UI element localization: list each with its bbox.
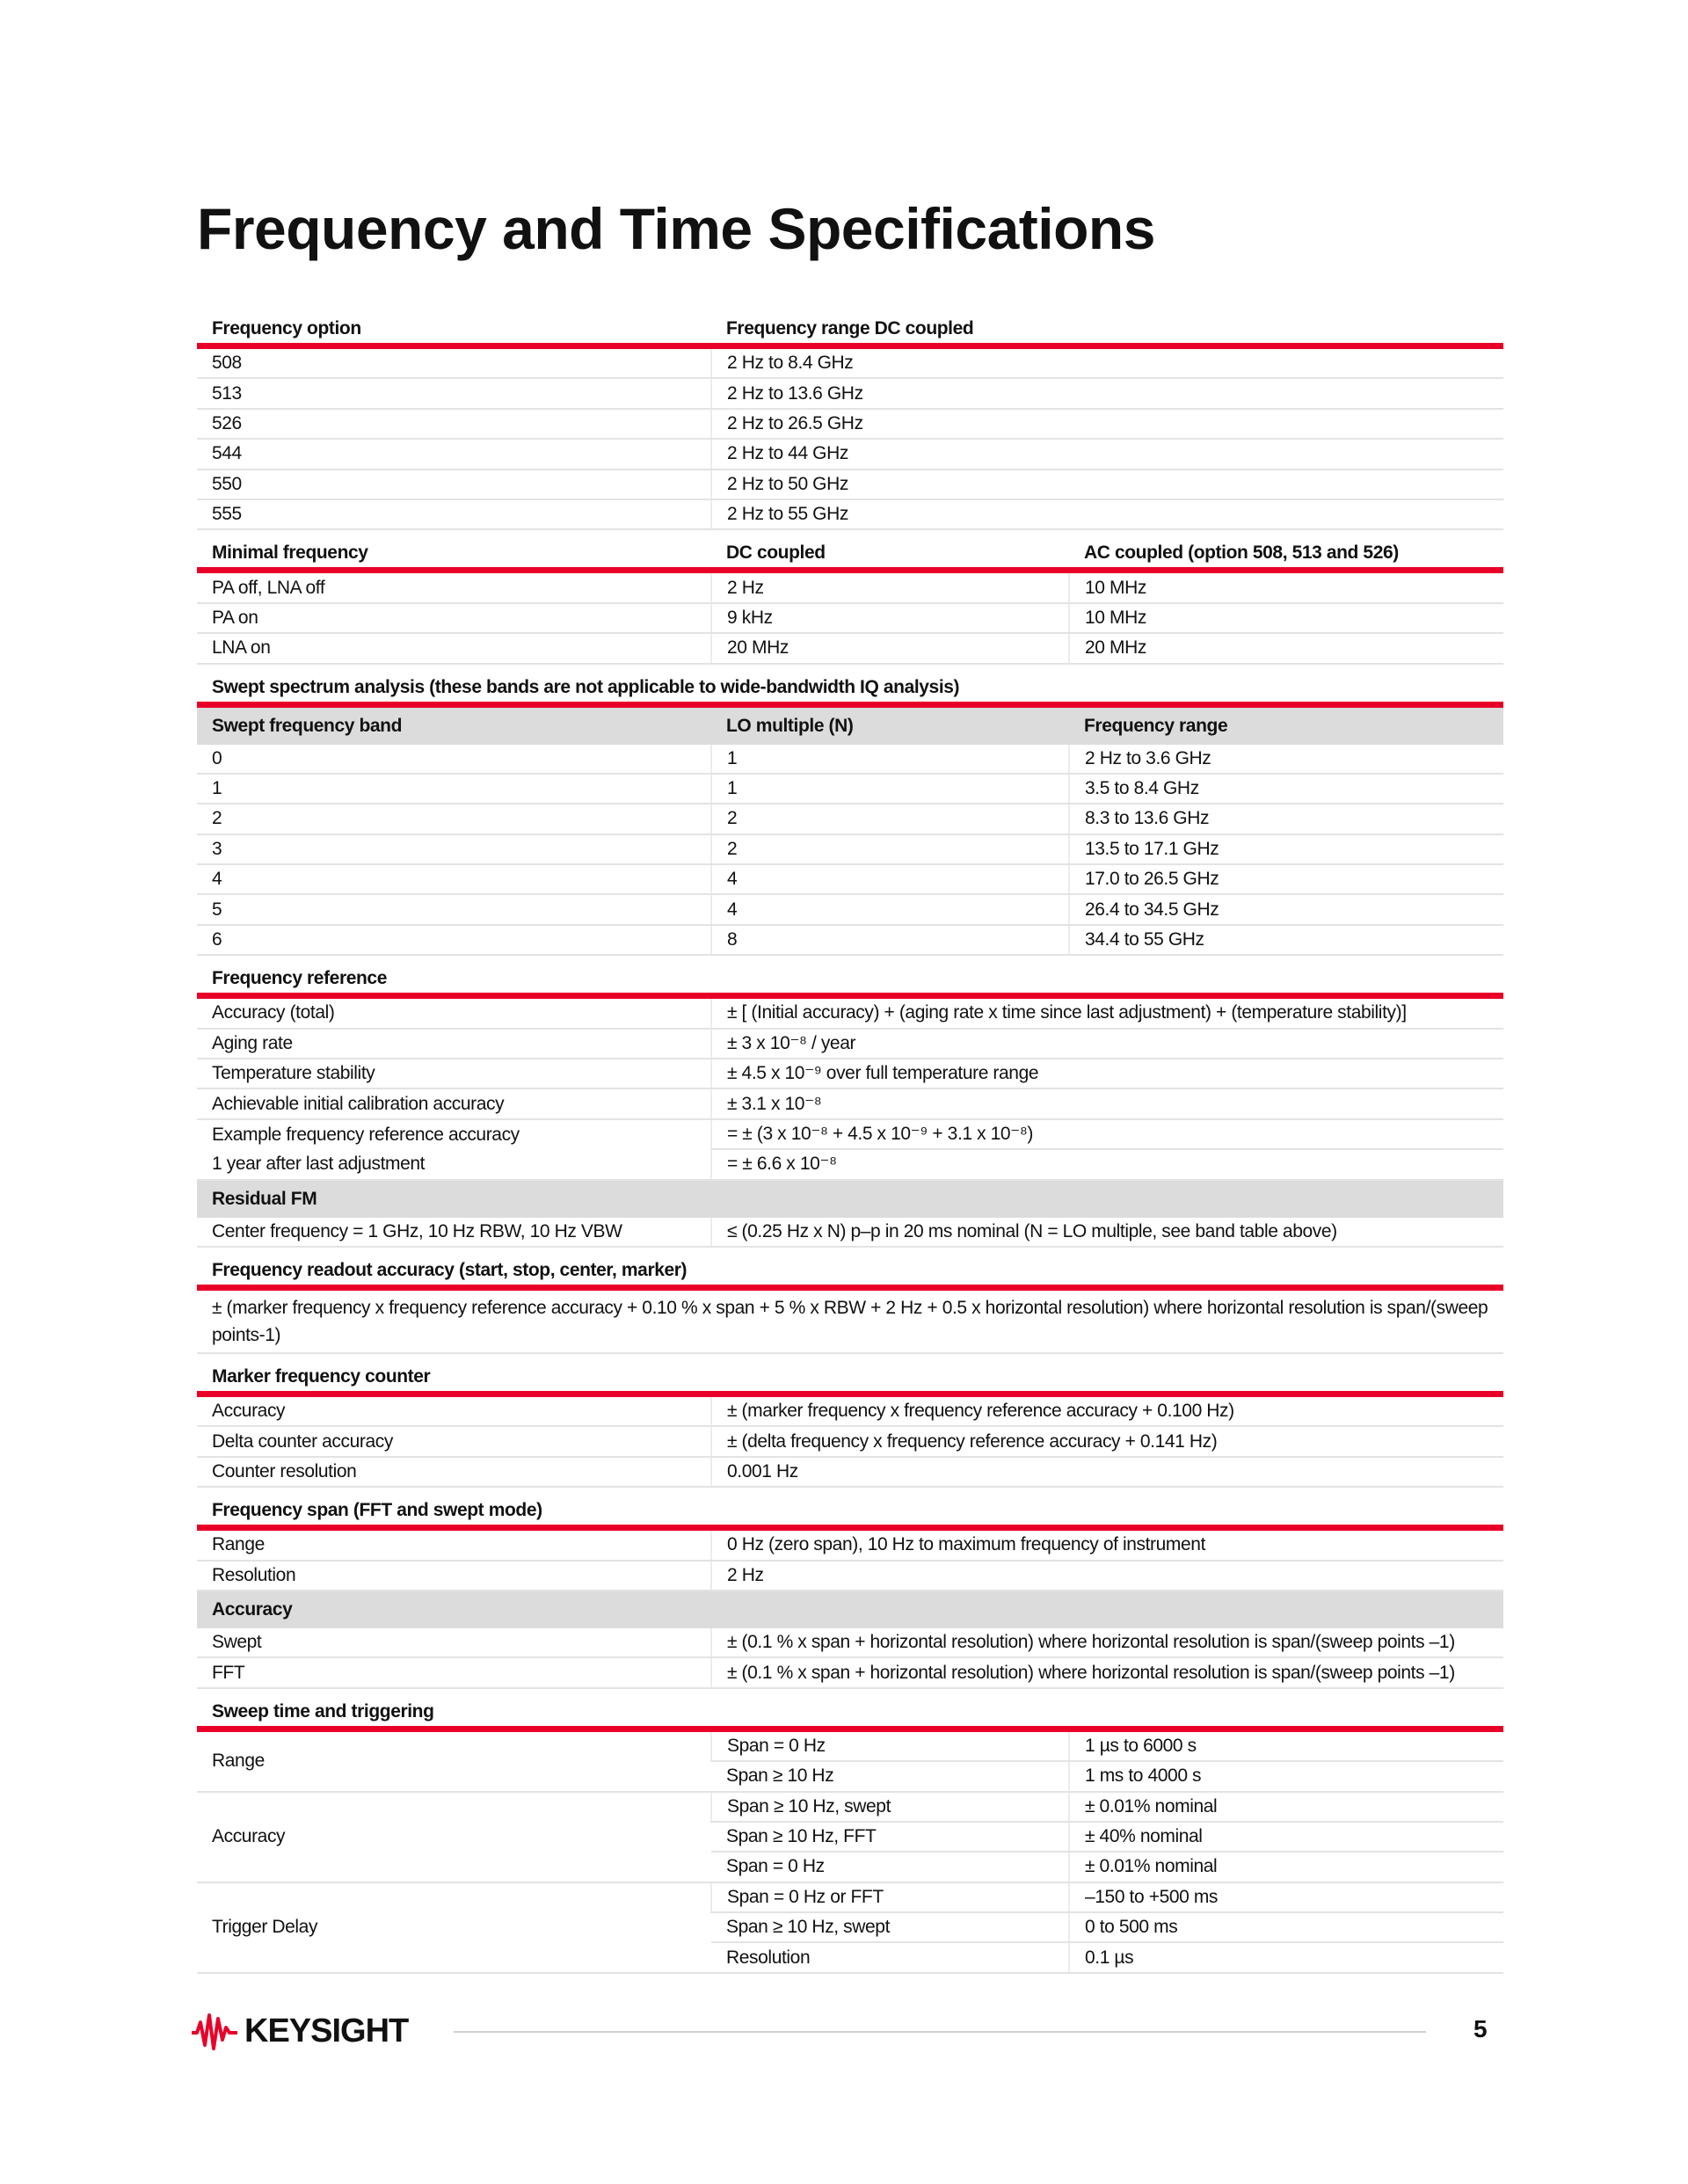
- table-cell: Center frequency = 1 GHz, 10 Hz RBW, 10 Hz VBW: [197, 1218, 711, 1247]
- table-cell: ± (delta frequency x frequency reference accuracy + 0.141 Hz): [711, 1426, 1503, 1456]
- table-cell: Span ≥ 10 Hz, swept: [711, 1912, 1069, 1942]
- spec-table: [197, 530, 1503, 664]
- table-row: [197, 603, 1503, 633]
- table-row: [197, 346, 1503, 379]
- table-row: [197, 1628, 1503, 1657]
- table-row: [197, 1426, 1503, 1456]
- table-cell: 13.5 to 17.1 GHz: [1069, 834, 1503, 864]
- table-cell: 1 ms to 4000 s: [1069, 1761, 1503, 1791]
- table-row: [197, 499, 1503, 529]
- table-row: [197, 378, 1503, 408]
- table-cell: 1: [711, 774, 1069, 804]
- section-header: [197, 1354, 1503, 1391]
- table-row: [197, 745, 1503, 774]
- table-cell: ± 40% nominal: [1069, 1822, 1503, 1852]
- table-cell: 2 Hz to 3.6 GHz: [1069, 745, 1503, 774]
- table-cell: 4: [711, 864, 1069, 894]
- table-cell: 5: [197, 894, 711, 924]
- column-header: Frequency range DC coupled: [726, 318, 974, 339]
- table-cell: Temperature stability: [197, 1059, 711, 1088]
- spec-table: [197, 1248, 1503, 1354]
- table-cell: 8.3 to 13.6 GHz: [1069, 804, 1503, 834]
- table-cell: 0.001 Hz: [711, 1457, 1503, 1487]
- section-subtitle: Accuracy: [197, 1591, 1503, 1628]
- row-label: Accuracy: [197, 1792, 711, 1882]
- keysight-wave-icon: [190, 2010, 239, 2052]
- spec-table: [197, 956, 1503, 1248]
- subheader-row: [197, 704, 1503, 745]
- table-cell: 0 to 500 ms: [1069, 1912, 1503, 1942]
- table-cell: Resolution: [711, 1942, 1069, 1972]
- table-cell: 508: [197, 346, 711, 379]
- table-cell: 550: [197, 470, 711, 499]
- table-cell: 2 Hz to 26.5 GHz: [711, 409, 1503, 439]
- table-row: [197, 804, 1503, 834]
- spec-table: [197, 306, 1503, 530]
- table-cell: 8: [711, 925, 1069, 955]
- column-header: Swept frequency band: [197, 704, 711, 745]
- table-cell: 9 kHz: [711, 603, 1069, 633]
- table-cell: ± (marker frequency x frequency reference accuracy + 0.10 % x span + 5 % x RBW + 2 Hz + 0.5 x horizontal resolution) where horizontal resolution is span/(sweep points-1): [197, 1287, 1503, 1353]
- section-title: Frequency reference: [212, 968, 387, 989]
- section-header: [197, 1248, 1503, 1285]
- table-cell: 4: [197, 864, 711, 894]
- table-row: [197, 470, 1503, 499]
- table-cell: ± 4.5 x 10⁻⁹ over full temperature range: [711, 1059, 1503, 1088]
- table-row: [197, 864, 1503, 894]
- table-cell: 26.4 to 34.5 GHz: [1069, 894, 1503, 924]
- table-cell: Span ≥ 10 Hz: [711, 1761, 1069, 1791]
- row-label: Range: [197, 1729, 711, 1791]
- section-header: [197, 665, 1503, 702]
- table-row: [197, 1149, 1503, 1179]
- spec-table: [197, 1354, 1503, 1488]
- table-cell: 10 MHz: [1069, 571, 1503, 603]
- table-cell: Span = 0 Hz or FFT: [711, 1882, 1069, 1912]
- table-cell: 2 Hz to 13.6 GHz: [711, 378, 1503, 408]
- table-row: [197, 834, 1503, 864]
- table-cell: ± (0.1 % x span + horizontal resolution) where horizontal resolution is span/(sweep points –1): [711, 1657, 1503, 1687]
- subheader-row: [197, 1180, 1503, 1218]
- table-cell: 34.4 to 55 GHz: [1069, 925, 1503, 955]
- section-title: Marker frequency counter: [212, 1365, 431, 1387]
- table-cell: 2 Hz to 8.4 GHz: [711, 346, 1503, 379]
- table-cell: ± (0.1 % x span + horizontal resolution) where horizontal resolution is span/(sweep points –1): [711, 1628, 1503, 1657]
- table-row: [197, 1792, 1503, 1822]
- column-header: AC coupled (option 508, 513 and 526): [1084, 542, 1399, 564]
- section-title: Swept spectrum analysis (these bands are not applicable to wide-bandwidth IQ analysis): [212, 676, 960, 697]
- table-row: [197, 1059, 1503, 1088]
- table-cell: 555: [197, 499, 711, 529]
- table-cell: ± 3.1 x 10⁻⁸: [711, 1088, 1503, 1118]
- table-cell: 2 Hz to 55 GHz: [711, 499, 1503, 529]
- table-row: [197, 1528, 1503, 1561]
- table-cell: Example frequency reference accuracy: [212, 1124, 520, 1145]
- spec-table: [197, 1689, 1503, 1974]
- table-row: [197, 925, 1503, 955]
- table-cell: 1 year after last adjustment: [197, 1149, 711, 1179]
- table-cell: Accuracy: [197, 1394, 711, 1426]
- table-cell: 526: [197, 409, 711, 439]
- table-row: [197, 439, 1503, 469]
- section-title: Frequency readout accuracy (start, stop, center, marker): [212, 1259, 688, 1280]
- spec-table: [197, 665, 1503, 957]
- table-cell: 1: [711, 745, 1069, 774]
- table-row: [197, 1287, 1503, 1353]
- table-cell: PA on: [197, 603, 711, 633]
- table-row: [197, 571, 1503, 603]
- section-subtitle: Residual FM: [197, 1180, 1503, 1218]
- table-row: [197, 1657, 1503, 1687]
- keysight-logo: [190, 2010, 408, 2052]
- column-header: DC coupled: [726, 542, 826, 564]
- table-cell: ± 3 x 10⁻⁸ / year: [711, 1029, 1503, 1059]
- section-header: [197, 1689, 1503, 1726]
- table-row: [197, 1561, 1503, 1591]
- table-cell: 2 Hz to 50 GHz: [711, 470, 1503, 499]
- column-header: LO multiple (N): [711, 704, 1069, 745]
- table-cell: 3.5 to 8.4 GHz: [1069, 774, 1503, 804]
- table-cell: 3: [197, 834, 711, 864]
- table-row: [197, 633, 1503, 663]
- table-cell: Span = 0 Hz: [711, 1729, 1069, 1761]
- table-cell: PA off, LNA off: [197, 571, 711, 603]
- section-header: [197, 530, 1503, 567]
- table-cell: Range: [197, 1528, 711, 1561]
- page-number: 5: [1473, 2015, 1488, 2042]
- table-cell: Span ≥ 10 Hz, FFT: [711, 1822, 1069, 1852]
- section-title: Sweep time and triggering: [212, 1700, 434, 1722]
- table-cell: Resolution: [197, 1561, 711, 1591]
- spec-tables: [197, 306, 1503, 1974]
- spec-table: [197, 1488, 1503, 1689]
- table-row: [197, 1029, 1503, 1059]
- table-cell: Aging rate: [197, 1029, 711, 1059]
- table-cell: 0.1 µs: [1069, 1942, 1503, 1972]
- table-cell: 20 MHz: [711, 633, 1069, 663]
- brand-name: KEYSIGHT: [244, 2012, 409, 2049]
- table-row: [197, 894, 1503, 924]
- section-header: [197, 1488, 1503, 1525]
- table-cell: 2: [197, 804, 711, 834]
- table-cell: Span ≥ 10 Hz, swept: [711, 1792, 1069, 1822]
- section-title: Frequency span (FFT and swept mode): [212, 1500, 542, 1521]
- table-cell: Delta counter accuracy: [197, 1426, 711, 1456]
- table-cell: FFT: [197, 1657, 711, 1687]
- table-cell: Span = 0 Hz: [711, 1852, 1069, 1882]
- table-row: [197, 1088, 1503, 1118]
- table-row: [197, 996, 1503, 1029]
- row-label: Trigger Delay: [197, 1882, 711, 1973]
- page-title: Frequency and Time Specifications: [197, 196, 1155, 261]
- table-cell: 513: [197, 378, 711, 408]
- table-row: [197, 1729, 1503, 1761]
- table-cell: 6: [197, 925, 711, 955]
- table-row: [197, 1457, 1503, 1487]
- table-cell: Swept: [197, 1628, 711, 1657]
- table-row: [197, 1394, 1503, 1426]
- table-cell: 10 MHz: [1069, 603, 1503, 633]
- table-cell: 2 Hz: [711, 1561, 1503, 1591]
- table-cell: 544: [197, 439, 711, 469]
- table-cell: 4: [711, 894, 1069, 924]
- column-header: Frequency option: [212, 318, 361, 339]
- table-cell: 17.0 to 26.5 GHz: [1069, 864, 1503, 894]
- table-row: [197, 409, 1503, 439]
- table-cell: –150 to +500 ms: [1069, 1882, 1503, 1912]
- table-cell: = ± 6.6 x 10⁻⁸: [711, 1149, 1503, 1179]
- table-cell: Achievable initial calibration accuracy: [197, 1088, 711, 1118]
- column-header: Minimal frequency: [212, 542, 368, 564]
- table-cell: 2 Hz: [711, 571, 1069, 603]
- table-cell: ± 0.01% nominal: [1069, 1792, 1503, 1822]
- table-cell: Accuracy (total): [197, 996, 711, 1029]
- table-cell: 0: [197, 745, 711, 774]
- table-cell: ± 0.01% nominal: [1069, 1852, 1503, 1882]
- table-row: [197, 1218, 1503, 1247]
- table-cell: Counter resolution: [197, 1457, 711, 1487]
- table-cell: 20 MHz: [1069, 633, 1503, 663]
- table-row: [197, 774, 1503, 804]
- table-cell: ± (marker frequency x frequency reference accuracy + 0.100 Hz): [711, 1394, 1503, 1426]
- table-cell: LNA on: [197, 633, 711, 663]
- table-row: [197, 1882, 1503, 1912]
- table-cell: = ± (3 x 10⁻⁸ + 4.5 x 10⁻⁹ + 3.1 x 10⁻⁸): [711, 1119, 1503, 1149]
- table-cell: 1 µs to 6000 s: [1069, 1729, 1503, 1761]
- table-cell: 2: [711, 834, 1069, 864]
- section-header: [197, 956, 1503, 993]
- table-cell: ≤ (0.25 Hz x N) p–p in 20 ms nominal (N = LO multiple, see band table above): [711, 1218, 1503, 1247]
- footer-divider: [454, 2031, 1426, 2033]
- table-cell: 2: [711, 804, 1069, 834]
- subheader-row: [197, 1591, 1503, 1628]
- section-header: [197, 306, 1503, 343]
- table-cell: 1: [197, 774, 711, 804]
- table-row: [197, 1119, 1503, 1149]
- table-cell: 0 Hz (zero span), 10 Hz to maximum frequency of instrument: [711, 1528, 1503, 1561]
- column-header: Frequency range: [1069, 704, 1503, 745]
- table-cell: 2 Hz to 44 GHz: [711, 439, 1503, 469]
- table-cell: ± [ (Initial accuracy) + (aging rate x time since last adjustment) + (temperature stability)]: [711, 996, 1503, 1029]
